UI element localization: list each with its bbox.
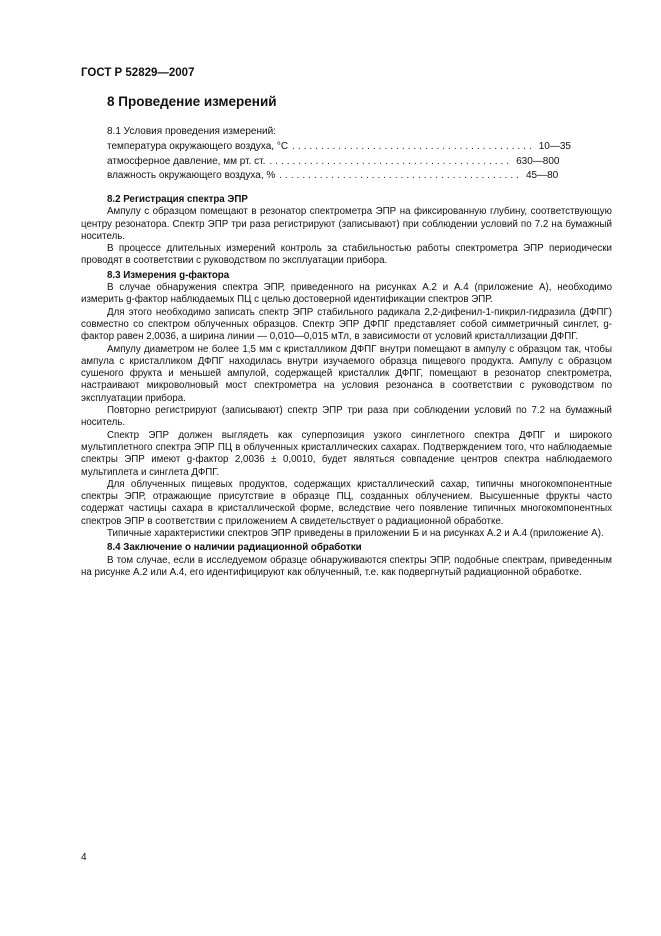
condition-row	[107, 140, 571, 155]
paragraph: В случае обнаружения спектра ЭПР, приведенного на рисунках А.2 и А.4 (приложение А), необходимо измерить g-фактор наблюдаемых ПЦ с целью достоверной идентификации спектров ЭПР.	[81, 282, 612, 306]
paragraph: В процессе длительных измерений контроль за стабильностью работы спектрометра ЭПР периодически проводят в соответствии с руководством по эксплуатации прибора.	[81, 243, 612, 267]
section-title: 8 Проведение измерений	[107, 94, 277, 109]
leader-dots: ..........................................	[279, 170, 522, 181]
paragraph: Типичные характеристики спектров ЭПР приведены в приложении Б и на рисунках А.2 и А.4 (приложение А).	[107, 528, 604, 540]
leader-dots: ..........................................	[292, 141, 535, 152]
conditions-list	[107, 140, 571, 184]
condition-row	[107, 169, 559, 184]
paragraph: Ампулу с образцом помещают в резонатор спектрометра ЭПР на фиксированную глубину, соответствующую центру резонатора. Спектр ЭПР три раза регистрируют (записывают) при соблюдении условий по 7.2 на бумажный носитель.	[81, 206, 612, 242]
paragraph: Спектр ЭПР должен выглядеть как суперпозиция узкого синглетного спектра ДФПГ и широкого мультиплетного спектра ЭПР ПЦ в облученных кристаллических сахарах. Подтверждением того, что наблюдаемые спектры ЭПР имеют g-фактор 2,0036 ± 0,0010, будет являться совпадение центров спектра наблюдаемого мультиплета и синглета ДФПГ.	[81, 429, 612, 478]
paragraph: Ампулу диаметром не более 1,5 мм с кристалликом ДФПГ внутри помещают в ампулу с образцом так, чтобы ампула с кристалликом ДФПГ находилась внутри изучаемого образца пищевого продукта. Ампулу с образцом сушеного фрукта и меньшей ампулой, содержащей кристаллик ДФПГ, помещают в резонатор спектрометра, настраивают микроволновый мост спектрометра на условия резонанса в соответствии с руководством по эксплуатации прибора.	[81, 343, 612, 404]
page-number: 4	[81, 852, 87, 863]
paragraph: Для этого необходимо записать спектр ЭПР стабильного радикала 2,2-дифенил-1-пикрил-гидразила (ДФПГ) совместно со спектром облученных образцов. Спектр ЭПР ДФПГ представляет собой симметричный синглет, g-фактор равен 2,0036, а ширина линии — 0,010—0,015 мТл, в зависимости от условий кристаллизации ДФПГ.	[81, 306, 612, 343]
leader-dots: ..........................................	[269, 155, 513, 167]
subsection-title-8-4: 8.4 Заключение о наличии радиационной обработки	[107, 542, 362, 554]
document-body	[81, 192, 612, 579]
paragraph: В том случае, если в исследуемом образце обнаруживаются спектры ЭПР, подобные спектрам, приведенным на рисунке А.2 или А.4, его идентифицируют как облученный, т.е. как подвергнутый радиационной обработке.	[81, 554, 612, 578]
condition-value: 10—35	[538, 141, 571, 152]
paragraph: Повторно регистрируют (записывают) спектр ЭПР три раза при соблюдении условий по 7.2 на бумажный носитель.	[81, 405, 612, 429]
condition-value: 45—80	[525, 170, 559, 181]
subsection-title-8-3: 8.3 Измерения g-фактора	[107, 269, 230, 281]
subsection-title-8-2: 8.2 Регистрация спектра ЭПР	[107, 194, 248, 205]
condition-value: 630—800	[516, 155, 560, 167]
condition-row	[107, 155, 560, 170]
condition-label: температура окружающего воздуха, °C	[107, 141, 289, 152]
conditions-intro: 8.1 Условия проведения измерений:	[107, 126, 276, 137]
document-code: ГОСТ Р 52829—2007	[81, 67, 195, 79]
paragraph: Для облученных пищевых продуктов, содержащих кристаллический сахар, типичны многокомпонентные спектры ЭПР, отражающие присутствие в образце ПЦ, созданных облучением. Высушенные фрукты часто содержат частицы сахара в кристаллической форме, вследствие чего появление типичных многокомпонентных спектров ЭПР в соответствии с приложением А свидетельствует о радиационной обработке.	[81, 478, 612, 527]
condition-label: атмосферное давление, мм рт. ст.	[107, 155, 266, 167]
condition-label: влажность окружающего воздуха, %	[107, 170, 276, 181]
